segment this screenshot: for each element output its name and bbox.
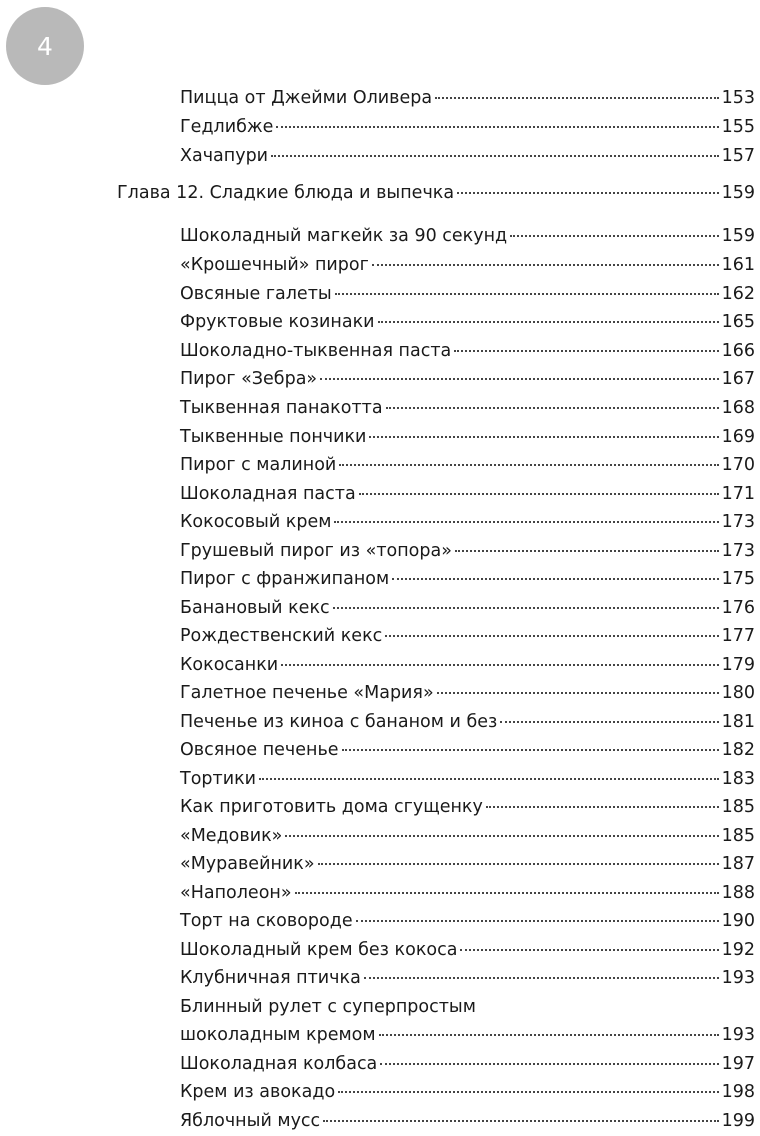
toc-entry-page: 177: [721, 626, 755, 646]
dot-leader: [437, 692, 719, 694]
toc-entry-page: 198: [721, 1082, 755, 1102]
toc-entry: [180, 396, 755, 420]
page-number-badge: 4: [6, 7, 84, 85]
toc-entry: [180, 86, 755, 110]
dot-leader: [510, 235, 718, 237]
toc-entry-title: Гедлибже: [180, 117, 274, 137]
toc-entry: [180, 1052, 755, 1076]
dot-leader: [385, 635, 718, 637]
dot-leader: [339, 464, 718, 466]
toc-entry: [180, 596, 755, 620]
toc-entry-title: Хачапури: [180, 146, 269, 166]
toc-entry-page: 159: [721, 183, 755, 203]
toc-entry: [180, 909, 755, 933]
toc-entry-title: Фруктовые козинаки: [180, 312, 375, 332]
toc-entry-title: Блинный рулет с суперпростым: [180, 997, 476, 1017]
dot-leader: [500, 721, 718, 723]
toc-entry-title: Пицца от Джейми Оливера: [180, 88, 433, 108]
toc-entry-title: Пирог с франжипаном: [180, 569, 390, 589]
toc-entry: [180, 567, 755, 591]
dot-leader: [334, 521, 718, 523]
dot-leader: [386, 407, 719, 409]
toc-entry-page: 162: [721, 284, 755, 304]
toc-entry-page: 157: [721, 146, 755, 166]
toc-entry-page: 181: [721, 712, 755, 732]
toc-entry-page: 166: [721, 341, 755, 361]
toc-entry-page: 175: [721, 569, 755, 589]
dot-leader: [486, 806, 719, 808]
dot-leader: [380, 1063, 718, 1065]
toc-entry-page: 185: [721, 797, 755, 817]
toc-entry-title: Клубничная птичка: [180, 968, 361, 988]
toc-entry-page: 173: [721, 512, 755, 532]
dot-leader: [281, 664, 718, 666]
dot-leader: [457, 192, 719, 194]
toc-entry-page: 183: [721, 769, 755, 789]
dot-leader: [364, 977, 719, 979]
dot-leader: [392, 578, 718, 580]
toc-chapter-heading: [117, 181, 755, 205]
toc-entry-page: 192: [721, 940, 755, 960]
toc-entry-page: 173: [721, 541, 755, 561]
toc-entry: [180, 510, 755, 534]
toc-entry-title: «Наполеон»: [180, 883, 292, 903]
toc-entry: [180, 144, 755, 168]
toc-entry-title: Банановый кекс: [180, 598, 330, 618]
toc-entry-title: Яблочный мусс: [180, 1111, 321, 1131]
dot-leader: [369, 436, 718, 438]
toc-entry-page: 168: [721, 398, 755, 418]
toc-entry: [180, 852, 755, 876]
toc-entry-title: Шоколадный крем без кокоса: [180, 940, 458, 960]
toc-entry: [180, 995, 755, 1019]
dot-leader: [356, 920, 719, 922]
toc-entry: [180, 938, 755, 962]
toc-entry-title: Пирог с малиной: [180, 455, 337, 475]
toc-entry: [180, 224, 755, 248]
toc-entry-page: 153: [721, 88, 755, 108]
toc-entry: [180, 425, 755, 449]
toc-entry: [180, 624, 755, 648]
dot-leader: [276, 126, 718, 128]
toc-entry-title: Шоколадная паста: [180, 484, 356, 504]
toc-entry: [180, 339, 755, 363]
toc-entry-title: Пирог «Зебра»: [180, 369, 318, 389]
toc-entry: [180, 453, 755, 477]
toc-entry-title: Печенье из киноа с бананом и без: [180, 712, 498, 732]
toc-entry-title: Шоколадный магкейк за 90 секунд: [180, 226, 508, 246]
toc-entry: [180, 282, 755, 306]
toc-entry-title: Кокосанки: [180, 655, 279, 675]
toc-entry-page: 182: [721, 740, 755, 760]
toc-entry-title: Тыквенная панакотта: [180, 398, 383, 418]
toc-entry-title: «Медовик»: [180, 826, 283, 846]
toc-entry: [180, 1023, 755, 1047]
toc-entry-page: 197: [721, 1054, 755, 1074]
toc-entry: [180, 795, 755, 819]
toc-entry-title: Овсяные галеты: [180, 284, 332, 304]
dot-leader: [460, 949, 718, 951]
dot-leader: [338, 1091, 718, 1093]
dot-leader: [323, 1120, 718, 1122]
dot-leader: [435, 97, 719, 99]
dot-leader: [285, 835, 718, 837]
dot-leader: [335, 293, 719, 295]
toc-entry-page: 185: [721, 826, 755, 846]
toc-entry-page: 167: [721, 369, 755, 389]
toc-entry-page: 190: [721, 911, 755, 931]
toc-entry-page: 155: [721, 117, 755, 137]
toc-entry: [180, 966, 755, 990]
toc-entry-page: 180: [721, 683, 755, 703]
toc-entry: [180, 367, 755, 391]
toc-entry-title: Крем из авокадо: [180, 1082, 336, 1102]
toc-entry-page: 169: [721, 427, 755, 447]
toc-entry: [180, 767, 755, 791]
toc-entry-title: Шоколадная колбаса: [180, 1054, 378, 1074]
dot-leader: [320, 378, 718, 380]
toc-entry-page: 193: [721, 1025, 755, 1045]
toc-entry-title: Рождественский кекс: [180, 626, 383, 646]
toc-entry-title: Кокосовый крем: [180, 512, 332, 532]
toc-entry-page: 170: [721, 455, 755, 475]
toc-entry-title: Торт на сковороде: [180, 911, 353, 931]
toc-entry-title: Шоколадно-тыквенная паста: [180, 341, 452, 361]
dot-leader: [342, 749, 719, 751]
toc-entry: [180, 824, 755, 848]
toc-entry-page: 193: [721, 968, 755, 988]
toc-entry-title: Глава 12. Сладкие блюда и выпечка: [117, 183, 455, 203]
toc-entry-title: Овсяное печенье: [180, 740, 339, 760]
toc-entry: [180, 115, 755, 139]
toc-entry: [180, 681, 755, 705]
toc-entry-title: «Крошечный» пирог: [180, 255, 369, 275]
toc-entry-page: 176: [721, 598, 755, 618]
dot-leader: [372, 264, 719, 266]
toc-entry: [180, 539, 755, 563]
toc-entry-page: 188: [721, 883, 755, 903]
dot-leader: [295, 892, 719, 894]
dot-leader: [379, 1034, 719, 1036]
toc-entry: [180, 738, 755, 762]
toc-entry-page: 171: [721, 484, 755, 504]
dot-leader: [378, 321, 719, 323]
toc-entry-title: Галетное печенье «Мария»: [180, 683, 434, 703]
toc-entry: [180, 1080, 755, 1104]
toc-entry: [180, 710, 755, 734]
toc-entry-page: 161: [721, 255, 755, 275]
dot-leader: [359, 493, 719, 495]
toc-entry: [180, 310, 755, 334]
dot-leader: [271, 155, 719, 157]
toc-entry: [180, 253, 755, 277]
toc-entry-title: Как приготовить дома сгущенку: [180, 797, 483, 817]
toc-entry-title: «Муравейник»: [180, 854, 315, 874]
toc-entry-title: Грушевый пирог из «топора»: [180, 541, 452, 561]
toc-entry-title: Тортики: [180, 769, 257, 789]
toc-entry-title: шоколадным кремом: [180, 1025, 376, 1045]
dot-leader: [333, 607, 719, 609]
toc-entry-page: 199: [721, 1111, 755, 1131]
toc-entry-title: Тыквенные пончики: [180, 427, 367, 447]
toc-entry: [180, 881, 755, 905]
toc-entry-page: 179: [721, 655, 755, 675]
dot-leader: [454, 350, 718, 352]
dot-leader: [259, 778, 719, 780]
dot-leader: [455, 550, 719, 552]
toc-entry-page: 187: [721, 854, 755, 874]
toc-entry-page: 165: [721, 312, 755, 332]
toc-entry: [180, 482, 755, 506]
toc-entry: [180, 653, 755, 677]
toc-entry-page: 159: [721, 226, 755, 246]
toc-entry: [180, 1109, 755, 1133]
dot-leader: [318, 863, 719, 865]
